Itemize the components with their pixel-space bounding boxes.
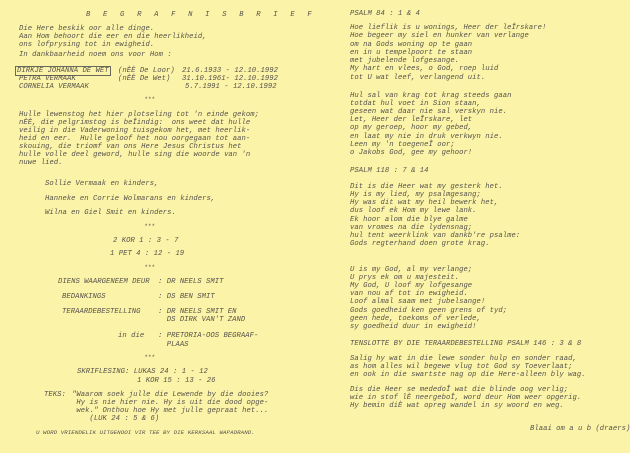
verse-line: Ek hoor alom die blye galme [350, 216, 468, 224]
verse-line: My God, U loof my lofgesange [350, 282, 473, 290]
reading-line: 2 KOR 1 : 3 - 7 [113, 237, 179, 245]
family-line: Hanneke en Corrie Wolmarans en kinders, [45, 195, 216, 203]
right-page [315, 0, 630, 453]
verse-line: o Jakobs God, gee my gehoor! [350, 149, 473, 157]
service-label: TERAARDEBESTELLING [62, 308, 141, 316]
paragraph-line: veilig in die Vaderwoning tuisgekom het, met heerlik- [19, 127, 251, 135]
verse-line: Leen my 'n toegeneÎ oor; [350, 141, 455, 149]
text-line: wek." Onthou hoe Hy met julle gepraat het... [72, 407, 269, 415]
service-value: : DR NEELS SMIT EN [158, 308, 237, 316]
intro-line: Die Here beskik oor alle dinge. [19, 25, 155, 33]
verse-line: Hoe lieflik is u wonings, Heer der leÎrskare! [350, 24, 547, 32]
service-label: DIENS WAARGENEEM DEUR [58, 278, 150, 286]
verse-line: Hy was dit wat my heil bewerk het, [350, 199, 499, 207]
separator-stars: *** [144, 96, 155, 103]
psalm-84-title: PSALM 84 : 1 & 4 [350, 10, 420, 18]
intro-line: ons lofprysing tot in ewigheid. [19, 41, 155, 49]
paragraph-line: nuwe lied. [19, 159, 63, 167]
verse-line: Hy bemin diÈ wat opreg wandel in sy woord en weg. [350, 402, 564, 410]
verse-line: U prys ek om u majesteit. [350, 274, 460, 282]
service-value: : PRETORIA-OOS BEGRAAF- [158, 332, 259, 340]
verse-line: as hom alles wil begewe vlug tot God sy Toeverlaat; [350, 363, 573, 371]
separator-stars: *** [144, 354, 155, 361]
text-line: Hy is nie hier nie. Hy is uit die dood opge- [72, 399, 269, 407]
verse-line: Gods regterhand doen grote krag. [350, 240, 490, 248]
verse-line: My hart en vlees, o God, roep luid [350, 65, 499, 73]
verse-line: Loof almal saam met jubelsange! [350, 298, 486, 306]
verse-line: om na Gods woning op te gaan [350, 41, 473, 49]
service-value: : DS BEN SMIT [158, 293, 215, 301]
verse-line: Salig hy wat in die lewe sonder hulp en sonder raad, [350, 355, 577, 363]
intro-line: Aan Hom behoort die eer en die heerlikheid, [19, 33, 207, 41]
verse-line: en laat my nie in druk verkwyn nie. [350, 133, 503, 141]
verse-line: hul tent weerklink van dankb're psalme: [350, 232, 521, 240]
verse-line: Hoe begeer my siel en hunker van verlange [350, 32, 529, 40]
verse-line: U is my God, al my verlange; [350, 266, 473, 274]
turn-page-note: Blaai om a u b (draers) [530, 425, 630, 433]
deceased-dates-2: 31.10.1961- 12.10.1992 [182, 75, 278, 83]
scripture-reading: SKRIFLESING: LUKAS 24 : 1 - 12 [77, 368, 208, 376]
document-title: B E G R A F N I S B R I E F [86, 11, 316, 19]
deceased-dates-1: 21.6.1933 - 12.10.1992 [182, 67, 278, 75]
psalm-146-title: TENSLOTTE BY DIE TERAARDEBESTELLING PSALM 146 : 3 & 8 [350, 340, 582, 348]
verse-line: Let, Heer der leÎrskare, let [350, 116, 473, 124]
scripture-reading-2: 1 KOR 15 : 13 - 26 [137, 377, 216, 385]
verse-line: Hy is my lied, my psalmgesang; [350, 191, 481, 199]
deceased-nee-2: (nÈÈ De Wet) [118, 75, 171, 83]
family-line: Wilna en Giel Smit en kinders. [45, 209, 176, 217]
service-value: PLAAS [158, 341, 189, 349]
family-line: Sollie Vermaak en kinders, [45, 180, 159, 188]
verse-line: sy goedheid duur in ewigheid! [350, 323, 477, 331]
verse-line: geseen wat daar nie sal verskyn nie. [350, 108, 508, 116]
verse-line: en ook in die swartste nag op die Here-alleen bly wag. [350, 371, 586, 379]
paragraph-line: nÈÈ, die pelgrimstog is beÎindig: ons weet dat hulle [19, 119, 251, 127]
verse-line: dus loof ek Hom my lewe lank. [350, 207, 477, 215]
paragraph-line: hulle volle deel geword, hulle sing die woorde van 'n [19, 151, 251, 159]
verse-line: totdat hul voet in Sion staan, [350, 100, 481, 108]
deceased-name-3: CORNELIA VERMAAK [19, 83, 89, 91]
verse-line: Dit is die Heer wat my gesterk het. [350, 183, 503, 191]
intro-line: In dankbaarheid noem ons voor Hom : [19, 51, 172, 59]
deceased-name-2: PETRA VERMAAK [19, 75, 76, 83]
separator-stars: *** [144, 223, 155, 230]
verse-line: van nou af tot in ewigheid. [350, 290, 468, 298]
service-label: in die [118, 332, 145, 340]
service-label: BEDANKINGS [62, 293, 106, 301]
verse-line: Hul sal van krag tot krag steeds gaan [350, 92, 512, 100]
paragraph-line: heid en eer. Hulle geloof het nou oorgegaan tot aan- [19, 135, 251, 143]
reading-line: 1 PET 4 : 12 - 19 [110, 250, 185, 258]
text-line: "Waarom soek julle die Lewende by die dooies? [72, 391, 269, 399]
verse-line: geen hede, toekoms of verlede, [350, 315, 481, 323]
verse-line: en in u tempelpoort te staan [350, 49, 473, 57]
verse-line: Gods goedheid ken geen grens of tyd; [350, 307, 508, 315]
separator-stars: *** [144, 264, 155, 271]
verse-line: op my geroep, hoor my gebed, [350, 124, 473, 132]
service-value: DS DIRK VAN'T ZAND [158, 316, 246, 324]
service-value: : DR NEELS SMIT [158, 278, 224, 286]
text-label: TEKS: [44, 391, 66, 399]
tea-invitation: U WORD VRIENDELIK UITGENOOI VIR TEE BY DIE KERKSAAL WAPADRAND. [36, 429, 255, 436]
text-line: (LUK 24 : 5 & 6) [72, 415, 160, 423]
paragraph-line: Hulle lewenstog het hier plotseling tot 'n einde gekom; [19, 111, 259, 119]
psalm-118-title: PSALM 118 : 7 & 14 [350, 167, 429, 175]
verse-line: wie in stof lÈ neergeboÎ, word deur Hom weer opgerig. [350, 394, 582, 402]
deceased-name-1: DIRKJE JOHANNA DE WET [17, 67, 109, 75]
verse-line: met jubelende lofgesange. [350, 57, 460, 65]
deceased-nee-1: (nÈÈ De Loor) [118, 67, 175, 75]
verse-line: tot U wat leef, verlangend uit. [350, 74, 486, 82]
verse-line: van vromes na die lydensnag; [350, 224, 473, 232]
deceased-dates-3: 5.7.1991 - 12.10.1992 [185, 83, 277, 91]
verse-line: Dis die Heer se mededoÎ wat die blinde oog verlig; [350, 386, 569, 394]
paragraph-line: skouing, die triomf van ons Here Jesus Christus het [19, 143, 242, 151]
